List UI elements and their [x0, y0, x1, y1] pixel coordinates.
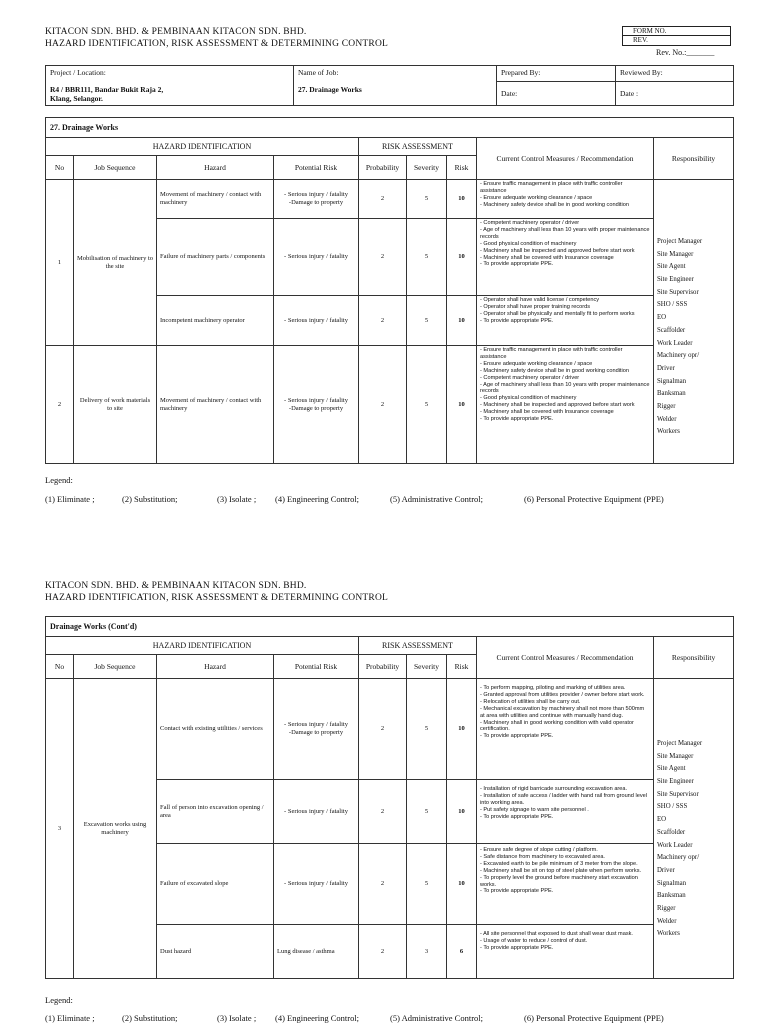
hazard: Incompetent machinery operator	[157, 296, 274, 346]
measure-line: - Ensure adequate working clearance / space	[480, 194, 593, 201]
control-measures	[477, 219, 654, 296]
page2-header	[45, 580, 388, 604]
document-title: HAZARD IDENTIFICATION, RISK ASSESSMENT & DETERMINING CONTROL	[45, 593, 389, 603]
measure-line: - Competent machinery operator / driver	[480, 374, 580, 381]
legend-item: (2) Substitution;	[122, 494, 178, 504]
legend-item: (5) Administrative Control;	[390, 494, 484, 504]
severity-header: Severity	[407, 655, 447, 679]
measure-line: - Operator shall have valid license / competency	[480, 297, 600, 303]
form-no-label: FORM NO.	[623, 27, 730, 36]
responsibility-item: Site Agent	[657, 765, 686, 773]
responsibility-item: Site Supervisor	[657, 790, 699, 798]
company-name: KITACON SDN. BHD. & PEMBINAAN KITACON SDN. BHD.	[45, 27, 307, 37]
risk-table-2	[45, 616, 734, 979]
potential-risk: - Serious injury / fatality	[274, 219, 359, 296]
measure-line: - Ensure adequate working clearance / space	[480, 360, 593, 367]
legend-item: (4) Engineering Control;	[275, 494, 360, 504]
responsibility-list	[654, 679, 734, 979]
legend-item: (6) Personal Protective Equipment (PPE)	[524, 1013, 664, 1023]
no-header: No	[46, 655, 74, 679]
responsibility-item: Rigger	[657, 905, 676, 913]
responsibility-item: Site Engineer	[657, 777, 694, 785]
responsibility-item: Site Manager	[657, 752, 694, 760]
responsibility-item: Welder	[657, 415, 677, 423]
rev-label: REV.	[633, 36, 648, 44]
responsibility-item: Site Engineer	[657, 275, 694, 283]
responsibility-item: Driver	[657, 866, 675, 874]
responsibility-item: Signalman	[657, 377, 687, 385]
measure-line: - To properly level the ground before machinery start excavation works.	[480, 874, 638, 888]
hazard-header: Hazard	[157, 655, 274, 679]
legend-item: (1) Eliminate ;	[45, 1013, 95, 1023]
measure-line: - To provide appropriate PPE.	[480, 944, 554, 951]
legend-item: (6) Personal Protective Equipment (PPE)	[524, 494, 664, 504]
responsibility-header: Responsibility	[654, 138, 734, 180]
measure-line: - Machinery shall be inspected and approved before start work	[480, 247, 635, 254]
measure-line: - Operator shall be physically and mentally fit to perform works	[480, 310, 635, 317]
table-row	[46, 679, 734, 780]
legend-item: (1) Eliminate ;	[45, 494, 95, 504]
potential-risk: - Serious injury / fatality	[274, 844, 359, 925]
row-number: 3	[46, 679, 74, 979]
measure-line: - To provide appropriate PPE.	[480, 813, 554, 820]
hazard: Dust hazard	[157, 925, 274, 979]
control-measures	[477, 925, 654, 979]
project-location-cell	[46, 66, 294, 106]
legend-item: (4) Engineering Control;	[275, 1013, 360, 1023]
control-measures	[477, 844, 654, 925]
legend-items	[45, 494, 664, 504]
responsibility-item: Project Manager	[657, 739, 703, 747]
measure-line: - Good physical condition of machinery	[480, 240, 577, 247]
legend-item: (5) Administrative Control;	[390, 1013, 484, 1023]
hazard: Failure of excavated slope	[157, 844, 274, 925]
responsibility-item: Banksman	[657, 390, 686, 398]
responsibility-item: Banksman	[657, 892, 686, 900]
control-measures	[477, 780, 654, 844]
probability-header: Probability	[359, 655, 407, 679]
prepared-by-label: Prepared By:	[497, 66, 616, 82]
measure-line: - Safe distance from machinery to excavated area.	[480, 853, 605, 860]
probability-header: Probability	[359, 156, 407, 180]
section-title: 27. Drainage Works	[46, 118, 734, 138]
measure-line: - Installation of safe access / ladder with hand rail from ground level into working area.	[480, 792, 647, 806]
risk-assessment-header: RISK ASSESSMENT	[359, 138, 477, 156]
potential-risk	[274, 180, 359, 219]
responsibility-item: Site Supervisor	[657, 288, 699, 296]
probability: 2	[359, 346, 407, 464]
measure-line: - To provide appropriate PPE.	[480, 888, 554, 895]
job-sequence-header: Job Sequence	[74, 156, 157, 180]
measure-line: - Age of machinery shall less than 10 years with proper maintenance records	[480, 226, 650, 240]
responsibility-item: Scaffolder	[657, 326, 686, 334]
project-location-label: Project / Location:	[50, 68, 106, 77]
potential-risk	[274, 679, 359, 780]
row-number: 2	[46, 346, 74, 464]
hazard: Contact with existing utilities / services	[157, 679, 274, 780]
company-name: KITACON SDN. BHD. & PEMBINAAN KITACON SDN. BHD.	[45, 581, 307, 591]
measure-line: - Machinery shall in good working condition with valid operator certification.	[480, 719, 634, 733]
severity: 5	[407, 780, 447, 844]
responsibility-item: EO	[657, 314, 667, 322]
responsibility-item: Rigger	[657, 403, 676, 411]
control-measures-header: Current Control Measures / Recommendation	[477, 138, 654, 180]
risk-score: 10	[447, 180, 477, 219]
measure-line: - Ensure safe degree of slope cutting / platform.	[480, 847, 598, 853]
hazard-identification-header: HAZARD IDENTIFICATION	[46, 138, 359, 156]
measure-line: - Machinery shall be covered with Insurance coverage	[480, 254, 614, 261]
measure-line: - To provide appropriate PPE.	[480, 261, 554, 268]
hazard-identification-header: HAZARD IDENTIFICATION	[46, 637, 359, 655]
responsibility-item: SHO / SSS	[657, 803, 688, 811]
hazard-header: Hazard	[157, 156, 274, 180]
responsibility-item: Work Leader	[657, 841, 693, 849]
legend-label: Legend:	[45, 995, 73, 1005]
measure-line: - Machinery safety device shall be in good working condition	[480, 201, 629, 208]
measure-line: - Ensure traffic management in place with traffic controller assistance	[480, 347, 623, 360]
responsibility-item: Scaffolder	[657, 828, 686, 836]
control-measures	[477, 679, 654, 780]
measure-line: - To provide appropriate PPE.	[480, 317, 554, 324]
job-sequence: Mobilisation of machinery to the site	[74, 180, 157, 346]
row-number: 1	[46, 180, 74, 346]
severity: 5	[407, 844, 447, 925]
responsibility-item: Machinery opr/	[657, 854, 700, 862]
table-row	[46, 346, 734, 464]
potential-risk-header: Potential Risk	[274, 655, 359, 679]
probability: 2	[359, 780, 407, 844]
legend-items	[45, 1013, 664, 1023]
probability: 2	[359, 296, 407, 346]
control-measures	[477, 346, 654, 464]
responsibility-item: Machinery opr/	[657, 352, 700, 360]
probability: 2	[359, 679, 407, 780]
severity: 5	[407, 180, 447, 219]
potential-risk-line: - Serious injury / fatality	[284, 721, 348, 728]
measure-line: - Good physical condition of machinery	[480, 395, 577, 402]
risk-score: 10	[447, 296, 477, 346]
severity: 5	[407, 679, 447, 780]
potential-risk: Lung disease / asthma	[274, 925, 359, 979]
responsibility-item: Workers	[657, 428, 680, 436]
legend-label: Legend:	[45, 475, 73, 485]
project-location-value-2: Klang, Selangor.	[50, 94, 103, 103]
potential-risk: - Serious injury / fatality	[274, 780, 359, 844]
job-sequence: Delivery of work materials to site	[74, 346, 157, 464]
prepared-date-label: Date:	[497, 82, 616, 106]
measure-line: - Machinery shall be inspected and approved before start work	[480, 402, 635, 409]
responsibility-list	[654, 180, 734, 464]
responsibility-item: Site Agent	[657, 263, 686, 271]
hazard: Failure of machinery parts / components	[157, 219, 274, 296]
measure-line: - To perform mapping, piloting and marking of utilities area.	[480, 685, 626, 691]
measure-line: - All site personnel that exposed to dust shall wear dust mask.	[480, 931, 633, 937]
legend-item: (3) Isolate ;	[217, 494, 257, 504]
risk-score: 10	[447, 346, 477, 464]
reviewed-date-label: Date :	[616, 82, 734, 106]
legend-item: (2) Substitution;	[122, 1013, 178, 1023]
risk-score: 10	[447, 780, 477, 844]
measure-line: - Operator shall have proper training records	[480, 303, 591, 310]
risk-score: 10	[447, 679, 477, 780]
job-name-value: 27. Drainage Works	[298, 85, 362, 94]
responsibility-item: Work Leader	[657, 339, 693, 347]
responsibility-item: SHO / SSS	[657, 301, 688, 309]
measure-line: - Usage of water to reduce / control of dust.	[480, 937, 588, 944]
measure-line: - Ensure traffic management in place with traffic controller assistance	[480, 181, 623, 194]
responsibility-item: Workers	[657, 930, 680, 938]
risk-assessment-header: RISK ASSESSMENT	[359, 637, 477, 655]
measure-line: - Excavated earth to be pile minimum of 3 meter from the slope.	[480, 860, 638, 867]
no-header: No	[46, 156, 74, 180]
responsibility-item: Welder	[657, 917, 677, 925]
risk-score: 10	[447, 844, 477, 925]
probability: 2	[359, 219, 407, 296]
probability: 2	[359, 925, 407, 979]
hazard: Movement of machinery / contact with machinery	[157, 180, 274, 219]
job-name-label: Name of Job:	[298, 68, 339, 77]
measure-line: - To provide appropriate PPE.	[480, 733, 554, 740]
potential-risk-line: - Serious injury / fatality	[284, 396, 348, 404]
job-name-cell	[294, 66, 497, 106]
risk-header: Risk	[447, 156, 477, 180]
job-sequence-header: Job Sequence	[74, 655, 157, 679]
control-measures	[477, 180, 654, 219]
measure-line: - Granted approval from utilities provider / owner before start work.	[480, 691, 645, 698]
risk-header: Risk	[447, 655, 477, 679]
severity: 3	[407, 925, 447, 979]
potential-risk-line: -Damage to property	[288, 199, 344, 206]
table-row	[46, 180, 734, 219]
hazard: Fall of person into excavation opening / area	[157, 780, 274, 844]
job-sequence: Excavation works using machinery	[74, 679, 157, 979]
measure-line: - Competent machinery operator / driver	[480, 220, 580, 226]
risk-score: 10	[447, 219, 477, 296]
risk-score: 6	[447, 925, 477, 979]
measure-line: - Put safety signage to warn site personnel .	[480, 806, 589, 813]
responsibility-item: Driver	[657, 364, 675, 372]
severity: 5	[407, 296, 447, 346]
potential-risk-line: -Damage to property	[288, 404, 344, 412]
control-measures-header: Current Control Measures / Recommendation	[477, 637, 654, 679]
potential-risk-header: Potential Risk	[274, 156, 359, 180]
legend-item: (3) Isolate ;	[217, 1013, 257, 1023]
project-location-value-1: R4 / BBR111, Bandar Bukit Raja 2,	[50, 85, 164, 94]
page1-header	[45, 26, 388, 50]
measure-line: - Installation of rigid barricade surrounding excavation area.	[480, 786, 628, 792]
project-info-table	[45, 65, 734, 106]
measure-line: - To provide appropriate PPE.	[480, 416, 554, 423]
severity: 5	[407, 219, 447, 296]
responsibility-header: Responsibility	[654, 637, 734, 679]
reviewed-by-label: Reviewed By:	[616, 66, 734, 82]
potential-risk: - Serious injury / fatality	[274, 296, 359, 346]
rev-no-label: Rev. No.:_______	[656, 48, 715, 57]
severity: 5	[407, 346, 447, 464]
measure-line: - Machinery shall be covered with Insurance coverage	[480, 409, 614, 416]
probability: 2	[359, 844, 407, 925]
potential-risk-line: -Damage to property	[288, 729, 344, 736]
responsibility-item: Site Manager	[657, 250, 694, 258]
section-title: Drainage Works (Cont'd)	[46, 617, 734, 637]
form-number-box	[622, 26, 731, 46]
potential-risk	[274, 346, 359, 464]
control-measures	[477, 296, 654, 346]
risk-table-1	[45, 117, 734, 464]
probability: 2	[359, 180, 407, 219]
responsibility-item: Project Manager	[657, 237, 703, 245]
severity-header: Severity	[407, 156, 447, 180]
measure-line: - Machinery safety device shall be in good working condition	[480, 367, 629, 374]
document-title: HAZARD IDENTIFICATION, RISK ASSESSMENT & DETERMINING CONTROL	[45, 39, 389, 49]
measure-line: - Relocation of utilities shall be carry out.	[480, 698, 581, 705]
potential-risk-line: - Serious injury / fatality	[284, 191, 348, 198]
measure-line: - Age of machinery shall less than 10 years with proper maintenance records	[480, 381, 650, 395]
hazard: Movement of machinery / contact with machinery	[157, 346, 274, 464]
measure-line: - Mechanical excavation by machinery shall not more than 500mm at area with utilities and continue with manually hand dug.	[480, 705, 645, 719]
responsibility-item: EO	[657, 816, 667, 824]
responsibility-item: Signalman	[657, 879, 687, 887]
measure-line: - Machinery shall be sit on top of steel plate when perform works.	[480, 867, 642, 874]
